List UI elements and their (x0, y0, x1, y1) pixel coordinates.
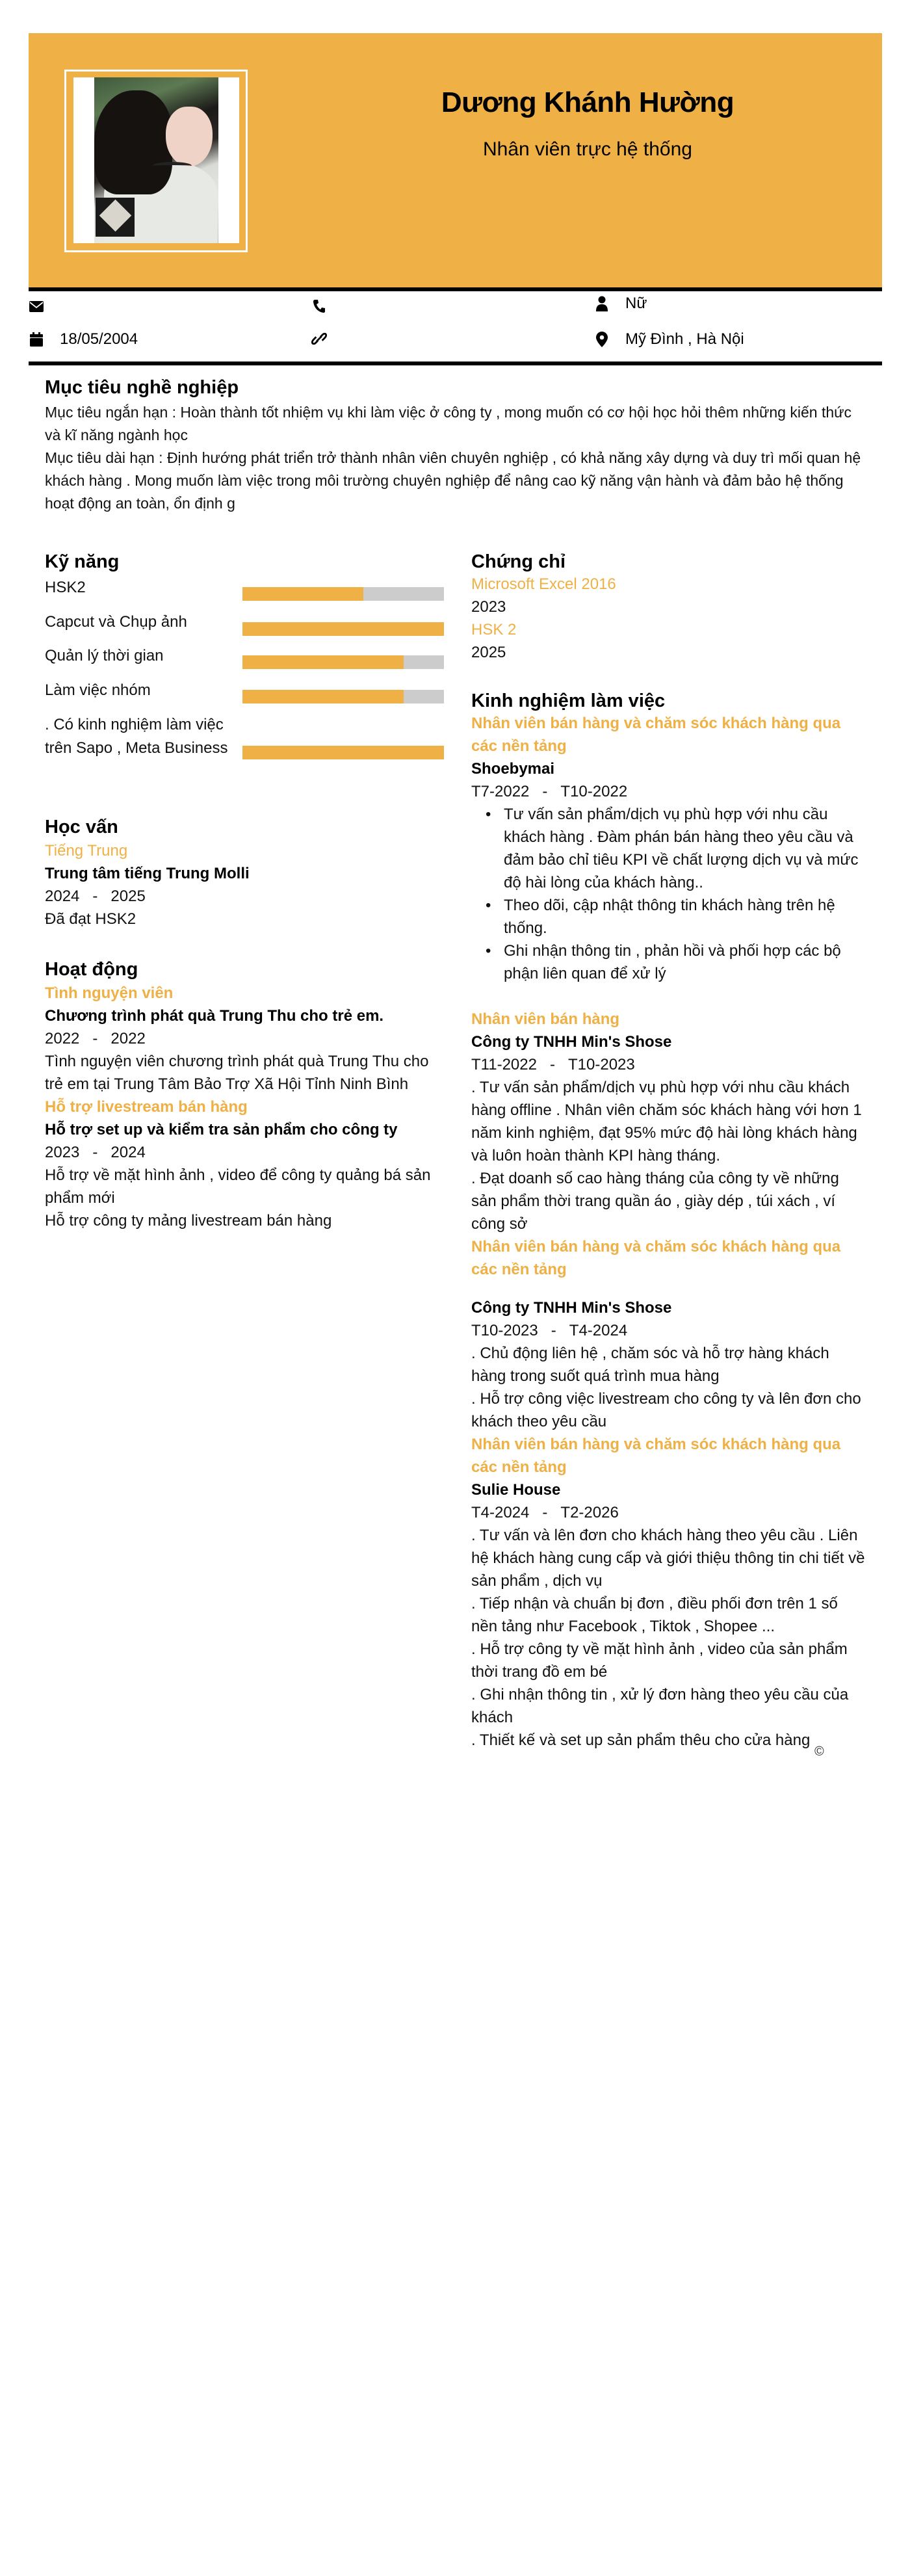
section-title: Mục tiêu nghề nghiệp (45, 377, 239, 398)
skill-progress-bar (242, 690, 444, 703)
copyright-icon: © (814, 1744, 824, 1759)
experience-item (471, 1008, 868, 1235)
person-icon (594, 295, 610, 312)
education-major: Tiếng Trung (45, 842, 128, 860)
experience-description: . Thiết kế và set up sản phẩm thêu cho cửa hàng (471, 1731, 811, 1749)
experience-bullet: • Theo dõi, cập nhật thông tin khách hàng trên hệ thống. (486, 894, 868, 940)
objective-short-term: Mục tiêu ngắn hạn : Hoàn thành tốt nhiệm vụ khi làm việc ở công ty , mong muốn có cơ hội học hỏi thêm những kiến thức và kĩ năng ngành học (45, 404, 852, 443)
education-section (45, 817, 448, 930)
experience-company: Shoebymai (471, 760, 555, 778)
experience-bullets (471, 803, 868, 985)
activity-item (45, 1096, 448, 1232)
activity-period: 2023 - 2024 (45, 1144, 146, 1161)
experience-section (471, 690, 868, 1752)
experience-position: Nhân viên bán hàng và chăm sóc khách hàng qua các nền tảng (471, 1436, 841, 1476)
calendar-icon (29, 331, 44, 348)
contact-email (29, 298, 60, 315)
activity-description: Hỗ trợ về mặt hình ảnh , video để công ty quảng bá sản phẩm mới (45, 1166, 431, 1207)
divider (29, 361, 882, 365)
education-school: Trung tâm tiếng Trung Molli (45, 865, 250, 882)
activity-org: Hỗ trợ set up và kiểm tra sản phẩm cho công ty (45, 1121, 398, 1138)
education-period: 2024 - 2025 (45, 887, 146, 905)
certificate-name: Microsoft Excel 2016 (471, 575, 616, 593)
experience-bullet: • Ghi nhận thông tin , phản hồi và phối hợp các bộ phận liên quan để xử lý (486, 940, 868, 985)
skill-progress-bar (242, 655, 444, 669)
activities-section (45, 959, 448, 1232)
contact-info (29, 291, 882, 361)
experience-period: T11-2022 - T10-2023 (471, 1056, 635, 1073)
experience-item (471, 1433, 868, 1752)
skill-progress-bar (242, 746, 444, 759)
avatar-frame (64, 70, 248, 252)
certificate-name: HSK 2 (471, 621, 517, 638)
experience-company: Công ty TNHH Min's Shose (471, 1033, 672, 1051)
skill-fill (242, 622, 444, 636)
cv-header (29, 33, 882, 287)
experience-description: . Ghi nhận thông tin , xử lý đơn hàng theo yêu cầu của khách (471, 1686, 849, 1726)
career-objective-section (45, 377, 870, 515)
activity-description: Hỗ trợ công ty mảng livestream bán hàng (45, 1212, 332, 1229)
experience-company: Công ty TNHH Min's Shose (471, 1299, 672, 1317)
link-icon (311, 330, 327, 347)
certificate-year: 2025 (471, 644, 506, 661)
experience-description: . Hỗ trợ công việc livestream cho công ty và lên đơn cho khách theo yêu cầu (471, 1390, 861, 1430)
avatar (94, 77, 218, 243)
experience-position: Nhân viên bán hàng (471, 1010, 620, 1028)
envelope-icon (29, 298, 44, 315)
experience-period: T10-2023 - T4-2024 (471, 1322, 628, 1339)
skills-section: Kỹ năng HSK2 Capcut và Chụp ảnh Quản lý thời gian Làm việc nhóm . Có kinh nghiệm làm việc trên Sapo , Meta Business (45, 551, 448, 772)
education-note: Đã đạt HSK2 (45, 910, 136, 928)
experience-description: . Hỗ trợ công ty về mặt hình ảnh , video của sản phẩm thời trang đồ em bé (471, 1640, 848, 1681)
experience-company: Sulie House (471, 1481, 561, 1499)
experience-description: . Tư vấn sản phẩm/dịch vụ phù hợp với nhu cầu khách hàng offline . Nhân viên chăm sóc khách hàng với hơn 1 năm kinh nghiệm, đạt 95% mức độ hài lòng khách hàng và luôn hoàn thành KPI hàng tháng. (471, 1079, 862, 1164)
activity-period: 2022 - 2022 (45, 1030, 146, 1047)
experience-item (471, 1235, 868, 1433)
candidate-name: Dương Khánh Hường (441, 86, 734, 118)
job-title: Nhân viên trực hệ thống (483, 138, 692, 160)
contact-birthday: 18/05/2004 (29, 330, 138, 348)
section-title: Chứng chỉ (471, 551, 566, 572)
section-title: Kinh nghiệm làm việc (471, 690, 666, 711)
certificates-section (471, 551, 868, 664)
experience-description: . Chủ động liên hệ , chăm sóc và hỗ trợ hàng khách hàng trong suốt quá trình mua hàng (471, 1345, 829, 1385)
skill-fill (242, 690, 404, 703)
experience-item (471, 712, 868, 985)
experience-description: . Tiếp nhận và chuẩn bị đơn , điều phối đơn trên 1 số nền tảng như Facebook , Tiktok , Shopee ... (471, 1595, 838, 1635)
objective-long-term: Mục tiêu dài hạn : Định hướng phát triển trở thành nhân viên chuyên nghiệp , có khả năng xây dựng và duy trì mối quan hệ khách hàng . Mong muốn làm việc trong môi trường chuyên nghiệp để nâng cao kỹ năng vận hành và đảm bảo hệ thống hoạt động an toàn, ổn định g (45, 449, 861, 512)
experience-description: . Đạt doanh số cao hàng tháng của công ty về những sản phẩm thời trang quần áo , giày dép , túi xách , ví công sở (471, 1170, 839, 1233)
section-title: Học vấn (45, 817, 118, 837)
skill-progress-bar (242, 622, 444, 636)
contact-phone (311, 298, 343, 315)
skill-fill (242, 587, 363, 601)
contact-address: Mỹ Đình , Hà Nội (594, 330, 744, 348)
experience-position: Nhân viên bán hàng và chăm sóc khách hàng qua các nền tảng (471, 715, 841, 755)
section-title: Hoạt động (45, 959, 138, 980)
phone-icon (311, 298, 327, 315)
skill-fill (242, 746, 444, 759)
skill-progress-bar (242, 587, 444, 601)
activity-org: Chương trình phát quà Trung Thu cho trẻ em. (45, 1007, 384, 1025)
experience-bullet: • Tư vấn sản phẩm/dịch vụ phù hợp với nhu cầu khách hàng . Đàm phán bán hàng theo yêu cầu và đảm bảo chỉ tiêu KPI về chất lượng dịch vụ và mức độ hài lòng của khách hàng.. (486, 803, 868, 894)
experience-period: T4-2024 - T2-2026 (471, 1504, 619, 1521)
activity-item (45, 982, 448, 1096)
avatar-background (73, 77, 239, 243)
experience-description: . Tư vấn và lên đơn cho khách hàng theo yêu cầu . Liên hệ khách hàng cung cấp và giới thiệu thông tin chi tiết về sản phẩm , dịch vụ (471, 1527, 865, 1590)
experience-period: T7-2022 - T10-2022 (471, 783, 628, 800)
experience-position: Nhân viên bán hàng và chăm sóc khách hàng qua các nền tảng (471, 1238, 841, 1278)
activity-role: Hỗ trợ livestream bán hàng (45, 1098, 248, 1116)
map-pin-icon (594, 331, 610, 348)
skill-fill (242, 655, 404, 669)
section-title: Kỹ năng (45, 551, 120, 572)
certificate-year: 2023 (471, 598, 506, 616)
activity-description: Tình nguyện viên chương trình phát quà Trung Thu cho trẻ em tại Trung Tâm Bảo Trợ Xã Hội Tỉnh Ninh Bình (45, 1053, 429, 1093)
contact-gender: Nữ (594, 295, 647, 313)
contact-website[interactable] (311, 330, 343, 347)
activity-role: Tình nguyện viên (45, 984, 174, 1002)
